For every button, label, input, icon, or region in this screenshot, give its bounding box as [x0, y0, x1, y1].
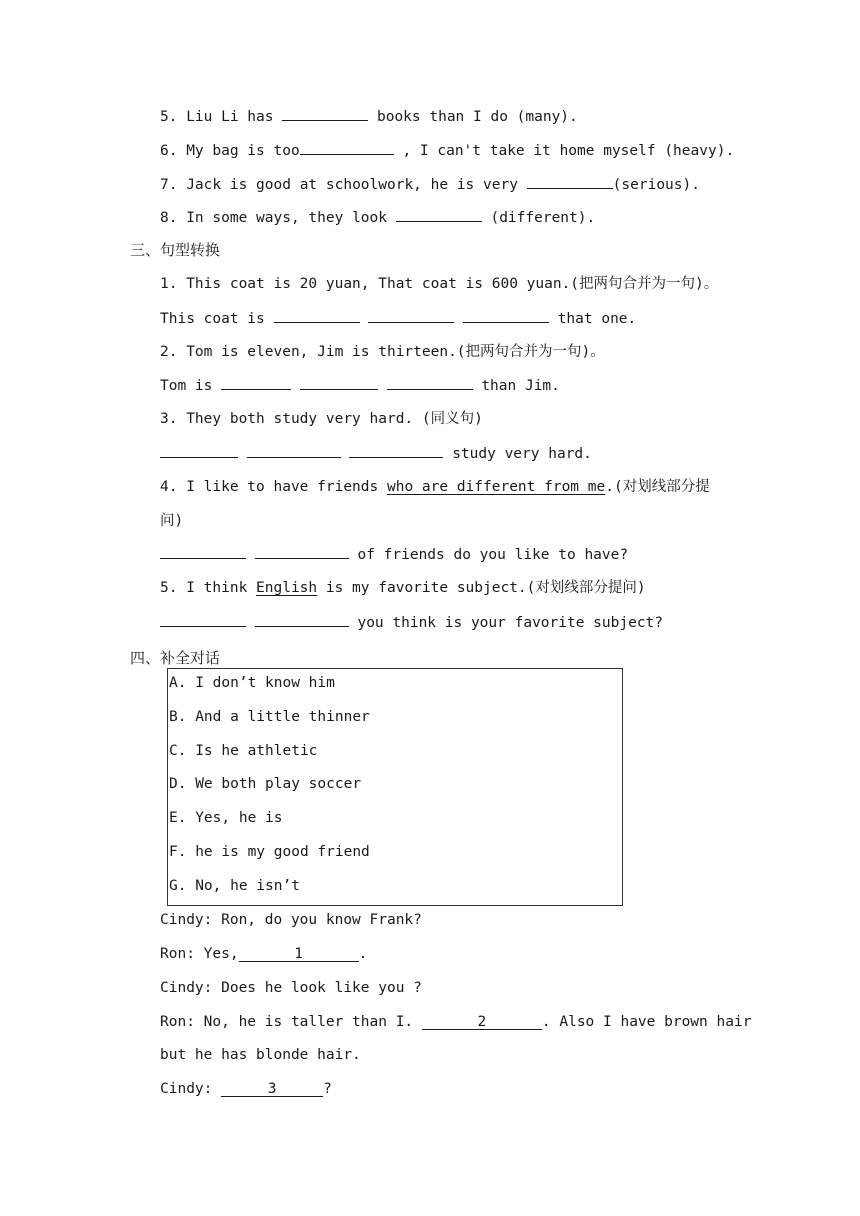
answer-blank[interactable] — [527, 174, 613, 189]
question-text: Liu Li has — [186, 109, 274, 125]
dialogue-text: Ron: Yes, — [160, 946, 239, 962]
rewrite-question-1: 1. This coat is 20 yuan, That coat is 600 yuan.(把两句合并为一句)。 — [160, 276, 719, 292]
answer-blank[interactable] — [387, 375, 473, 390]
section-heading: 三、句型转换 — [130, 241, 221, 259]
question-text: (serious). — [612, 177, 700, 193]
answer-blank[interactable] — [255, 612, 349, 627]
dialogue-line-3: Cindy: Does he look like you ? — [160, 980, 422, 996]
option-a: A. I don’t know him — [169, 675, 335, 691]
rewrite-answer-4 — [160, 544, 628, 565]
answer-blank[interactable] — [160, 443, 238, 458]
question-text: , I can't take it home myself (heavy). — [402, 143, 735, 159]
underlined-phrase: who are different from me — [386, 479, 606, 495]
dialogue-text: . — [358, 946, 368, 962]
dialogue-blank-1[interactable]: 1 — [239, 947, 359, 962]
answer-blank[interactable] — [396, 207, 482, 222]
answer-suffix: study very hard. — [452, 446, 592, 462]
answer-blank[interactable] — [368, 308, 454, 323]
dialogue-line-1: Cindy: Ron, do you know Frank? — [160, 912, 422, 928]
answer-suffix: that one. — [557, 311, 637, 327]
rewrite-answer-5 — [160, 612, 663, 633]
question-text: (different). — [490, 210, 596, 226]
rewrite-answer-3 — [160, 443, 592, 464]
answer-suffix: than Jim. — [481, 378, 560, 394]
option-g: G. No, he isn’t — [169, 878, 300, 894]
rewrite-answer-1 — [160, 308, 636, 329]
dialogue-line-4 — [160, 1012, 751, 1032]
answer-blank[interactable] — [300, 140, 394, 155]
answer-blank[interactable] — [463, 308, 549, 323]
rewrite-question-2: 2. Tom is eleven, Jim is thirteen.(把两句合并为一句)。 — [160, 344, 605, 360]
answer-blank[interactable] — [274, 308, 360, 323]
rewrite-question-4-cont: 问) — [160, 513, 184, 529]
question-text: My bag is too — [186, 143, 300, 159]
option-c: C. Is he athletic — [169, 743, 318, 759]
question-number: 5. — [160, 109, 178, 125]
answer-blank[interactable] — [160, 612, 246, 627]
dialogue-blank-3[interactable]: 3 — [221, 1082, 323, 1097]
answer-blank[interactable] — [282, 106, 368, 121]
option-d: D. We both play soccer — [169, 776, 362, 792]
question-text: is my favorite subject.(对划线部分提问) — [317, 580, 646, 596]
rewrite-answer-2 — [160, 375, 560, 396]
dialogue-text: ? — [323, 1081, 332, 1097]
question-5 — [160, 106, 578, 127]
rewrite-question-5 — [160, 578, 646, 598]
rewrite-question-3: 3. They both study very hard. (同义句) — [160, 411, 483, 427]
option-e: E. Yes, he is — [169, 810, 283, 826]
rewrite-question-4 — [160, 477, 710, 497]
answer-suffix: of friends do you like to have? — [357, 547, 629, 563]
question-text: In some ways, they look — [186, 210, 387, 226]
question-text: 4. I like to have friends — [160, 479, 387, 495]
question-text: Jack is good at schoolwork, he is very — [186, 177, 518, 193]
dialogue-text: . Also I have brown hair — [541, 1014, 752, 1030]
answer-prefix: Tom is — [160, 378, 213, 394]
dialogue-text: Ron: No, he is taller than I. — [160, 1014, 414, 1030]
answer-blank[interactable] — [221, 375, 291, 390]
dialogue-text: Cindy: — [160, 1081, 213, 1097]
question-number: 6. — [160, 143, 178, 159]
dialogue-line-5: but he has blonde hair. — [160, 1047, 361, 1063]
answer-prefix: This coat is — [160, 311, 265, 327]
question-6 — [160, 140, 734, 161]
option-b: B. And a little thinner — [169, 709, 370, 725]
dialogue-blank-2[interactable]: 2 — [422, 1015, 542, 1030]
option-f: F. he is my good friend — [169, 844, 370, 860]
answer-blank[interactable] — [349, 443, 443, 458]
answer-blank[interactable] — [255, 544, 349, 559]
answer-blank[interactable] — [247, 443, 341, 458]
question-number: 7. — [160, 177, 178, 193]
section-heading: 四、补全对话 — [130, 649, 221, 667]
answer-suffix: you think is your favorite subject? — [357, 615, 664, 631]
question-text: .(对划线部分提 — [605, 479, 710, 495]
question-8 — [160, 207, 595, 228]
question-number: 8. — [160, 210, 178, 226]
answer-blank[interactable] — [160, 544, 246, 559]
answer-blank[interactable] — [300, 375, 378, 390]
underlined-phrase: English — [256, 580, 318, 596]
question-7 — [160, 174, 700, 195]
dialogue-line-6 — [160, 1079, 332, 1099]
question-text: 5. I think — [160, 580, 257, 596]
question-text: books than I do (many). — [376, 109, 578, 125]
dialogue-line-2 — [160, 944, 367, 964]
